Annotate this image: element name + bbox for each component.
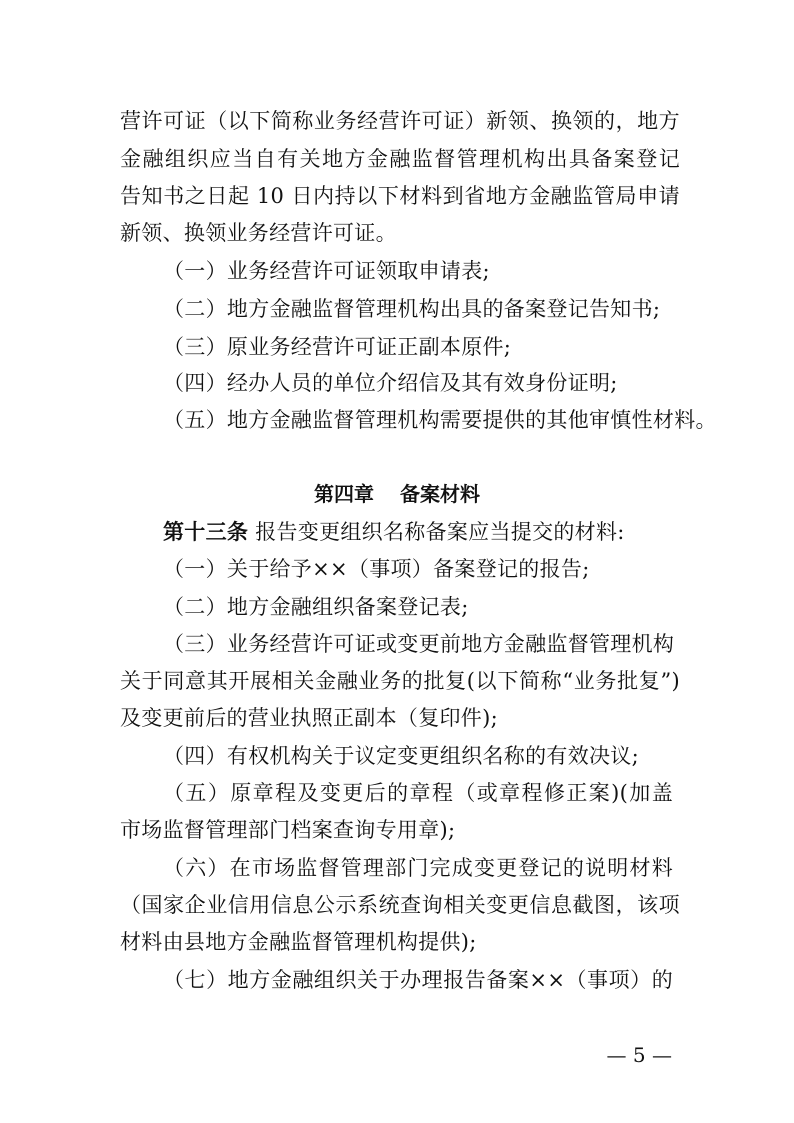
page-number: — 5 — [606, 1043, 672, 1067]
list-item: （五）原章程及变更后的章程（或章程修正案)(加盖 [163, 781, 673, 805]
article-label: 第十三条 [163, 520, 249, 544]
paragraph-line: 营许可证（以下简称业务经营许可证）新领、换领的，地方 [120, 109, 680, 133]
list-item: （六）在市场监督管理部门完成变更登记的说明材料 [163, 856, 673, 880]
article-line [163, 518, 683, 546]
paragraph-line: 告知书之日起 10 日内持以下材料到省地方金融监管局申请 [120, 184, 680, 208]
list-item: （一）关于给予××（事项）备案登记的报告; [163, 557, 590, 581]
list-item-continuation: 及变更前后的营业执照正副本（复印件); [120, 706, 498, 730]
article-text: 报告变更组织名称备案应当提交的材料: [255, 520, 625, 544]
list-item: （四）经办人员的单位介绍信及其有效身份证明; [163, 371, 618, 395]
list-item: （二）地方金融组织备案登记表; [163, 595, 469, 619]
list-item-continuation: 材料由县地方金融监督管理机构提供); [120, 930, 477, 954]
chapter-heading [0, 480, 794, 508]
list-item-continuation: 市场监督管理部门档案查询专用章); [120, 818, 456, 842]
list-item-continuation: 关于同意其开展相关金融业务的批复(以下简称“业务批复”) [120, 669, 680, 693]
list-item: （二）地方金融监督管理机构出具的备案登记告知书; [163, 297, 661, 321]
list-item: （三）原业务经营许可证正副本原件; [163, 335, 512, 359]
paragraph-line: 新领、换领业务经营许可证。 [120, 221, 397, 245]
chapter-title: 备案材料 [400, 482, 480, 506]
chapter-number: 第四章 [314, 482, 374, 506]
list-item: （四）有权机构关于议定变更组织名称的有效决议; [163, 744, 639, 768]
list-item: （一）业务经营许可证领取申请表; [163, 259, 490, 283]
list-item: （七）地方金融组织关于办理报告备案××（事项）的 [163, 968, 673, 992]
list-item: （三）业务经营许可证或变更前地方金融监督管理机构 [163, 632, 675, 656]
paragraph-line: 金融组织应当自有关地方金融监督管理机构出具备案登记 [120, 147, 680, 171]
list-item: （五）地方金融监督管理机构需要提供的其他审慎性材料。 [163, 408, 717, 432]
list-item-continuation: （国家企业信用信息公示系统查询相关变更信息截图，该项 [120, 893, 680, 917]
